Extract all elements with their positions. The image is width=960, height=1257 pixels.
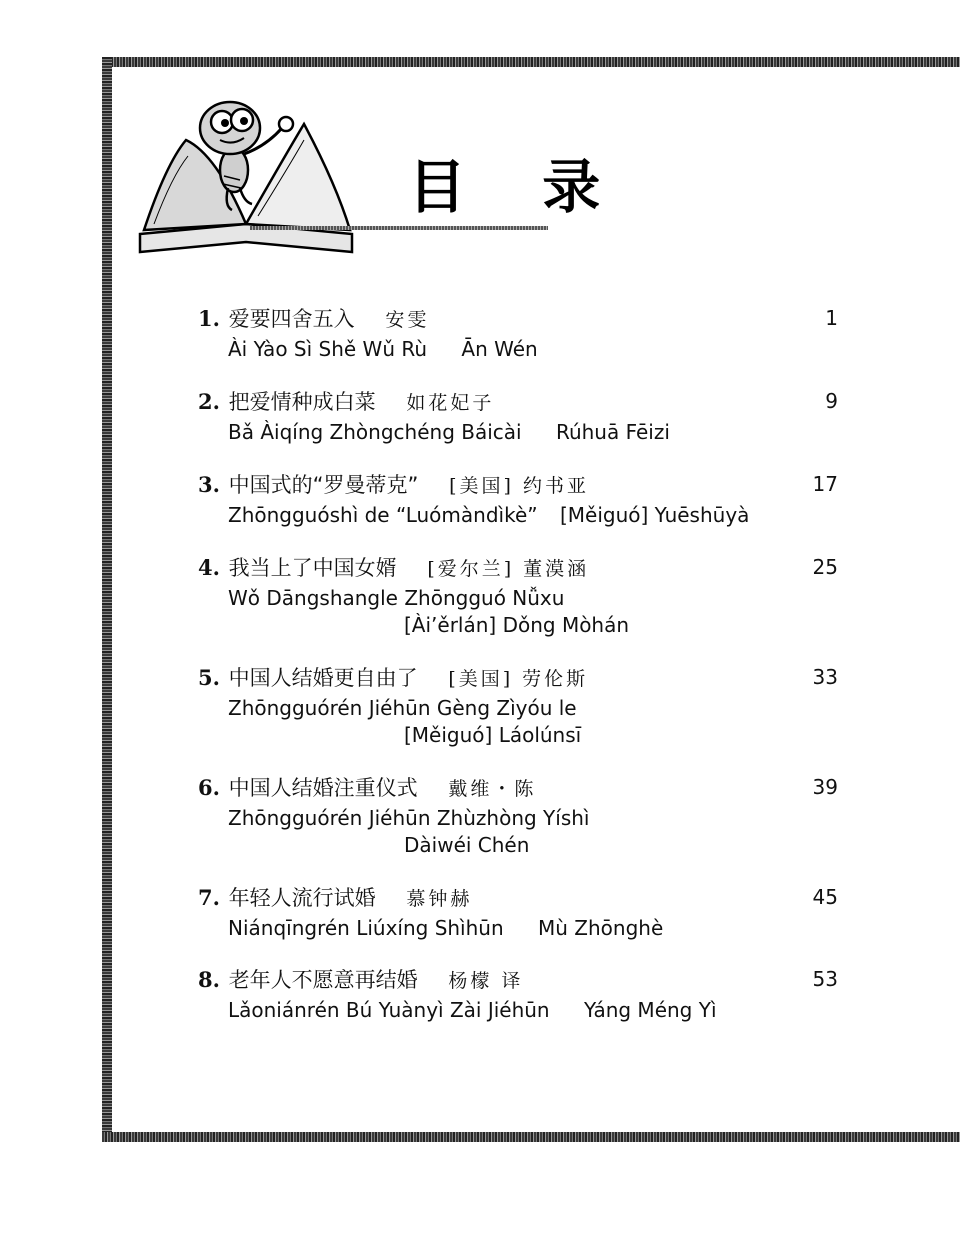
entry-number: 1. — [198, 306, 220, 331]
toc-entry-3[interactable] — [198, 470, 848, 529]
entry-author-zh: 慕钟赫 — [406, 888, 473, 910]
entry-page-number: 1 — [825, 306, 838, 330]
entry-title-zh: 年轻人流行试婚 — [228, 886, 376, 910]
entry-author-pinyin: Dàiwéi Chén — [404, 833, 530, 857]
toc-entry-1[interactable] — [198, 304, 848, 363]
entry-title-zh: 中国式的“罗曼蒂克” — [228, 473, 419, 497]
entry-page-number: 17 — [812, 472, 838, 496]
entry-author-pinyin: [Měiguó] Láolúnsī — [404, 723, 582, 747]
entry-author-zh: 戴维・陈 — [448, 778, 537, 800]
entry-author-zh: 安雯 — [385, 309, 430, 331]
entry-number: 6. — [198, 775, 220, 800]
entry-author-zh: 杨檬 译 — [448, 970, 524, 992]
heading-rule — [250, 226, 548, 230]
entry-author-pinyin: Rúhuā Fēizi — [555, 420, 670, 444]
entry-title-zh: 老年人不愿意再结婚 — [228, 968, 418, 992]
entry-title-zh: 中国人结婚注重仪式 — [228, 776, 418, 800]
toc-entry-5[interactable] — [198, 663, 848, 748]
entry-number: 5. — [198, 665, 220, 690]
entry-author-pinyin: Mù Zhōnghè — [538, 916, 664, 940]
page-frame-top — [102, 57, 960, 67]
entry-title-zh: 中国人结婚更自由了 — [228, 666, 418, 690]
entry-page-number: 39 — [812, 775, 838, 799]
entry-title-pinyin: Zhōngguórén Jiéhūn Zhùzhòng Yíshì — [228, 806, 590, 830]
toc-entry-6[interactable] — [198, 773, 848, 858]
entry-title-zh: 我当上了中国女婿 — [228, 556, 397, 580]
book-mascot-icon — [136, 84, 356, 262]
entry-author-pinyin: [Měiguó] Yuēshūyà — [559, 503, 750, 527]
entry-page-number: 53 — [812, 967, 838, 991]
entry-author-pinyin: Ān Wén — [461, 337, 538, 361]
entry-number: 7. — [198, 885, 220, 910]
entry-title-pinyin: Lǎoniánrén Bú Yuànyì Zài Jiéhūn — [228, 998, 550, 1022]
entry-title-pinyin: Niánqīngrén Liúxíng Shìhūn — [228, 916, 504, 940]
entry-number: 2. — [198, 389, 220, 414]
page-frame-bottom — [102, 1132, 960, 1142]
entry-number: 3. — [198, 472, 220, 497]
entry-page-number: 9 — [825, 389, 838, 413]
entry-author-pinyin: [Ài’ěrlán] Dǒng Mòhán — [404, 613, 630, 637]
entry-page-number: 33 — [812, 665, 838, 689]
entry-author-zh: [爱尔兰] 董漠涵 — [427, 558, 590, 580]
entry-page-number: 45 — [812, 885, 838, 909]
toc-entry-2[interactable] — [198, 387, 848, 446]
entry-title-pinyin: Zhōngguórén Jiéhūn Gèng Zìyóu le — [228, 696, 577, 720]
entry-title-pinyin: Ài Yào Sì Shě Wǔ Rù — [228, 337, 428, 361]
entry-title-pinyin: Zhōngguóshì de “Luómàndìkè” — [228, 503, 538, 527]
entry-number: 8. — [198, 967, 220, 992]
toc-heading: 目 录 — [408, 153, 629, 221]
entry-title-zh: 爱要四舍五入 — [228, 307, 355, 331]
entry-page-number: 25 — [812, 555, 838, 579]
entry-title-pinyin: Bǎ Àiqíng Zhòngchéng Báicài — [228, 420, 522, 444]
page-frame-left — [102, 57, 112, 1142]
entry-author-zh: [美国] 约书亚 — [449, 475, 589, 497]
entry-title-pinyin: Wǒ Dāngshangle Zhōngguó Nǚxu — [228, 586, 565, 610]
entry-title-zh: 把爱情种成白菜 — [228, 390, 376, 414]
toc-entry-8[interactable] — [198, 965, 848, 1024]
entry-author-pinyin: Yáng Méng Yì — [583, 998, 717, 1022]
entry-author-zh: [美国] 劳伦斯 — [448, 668, 589, 690]
toc-entry-7[interactable] — [198, 883, 848, 942]
toc-entry-4[interactable] — [198, 553, 848, 638]
entry-author-zh: 如花妃子 — [406, 392, 495, 414]
entry-number: 4. — [198, 555, 220, 580]
